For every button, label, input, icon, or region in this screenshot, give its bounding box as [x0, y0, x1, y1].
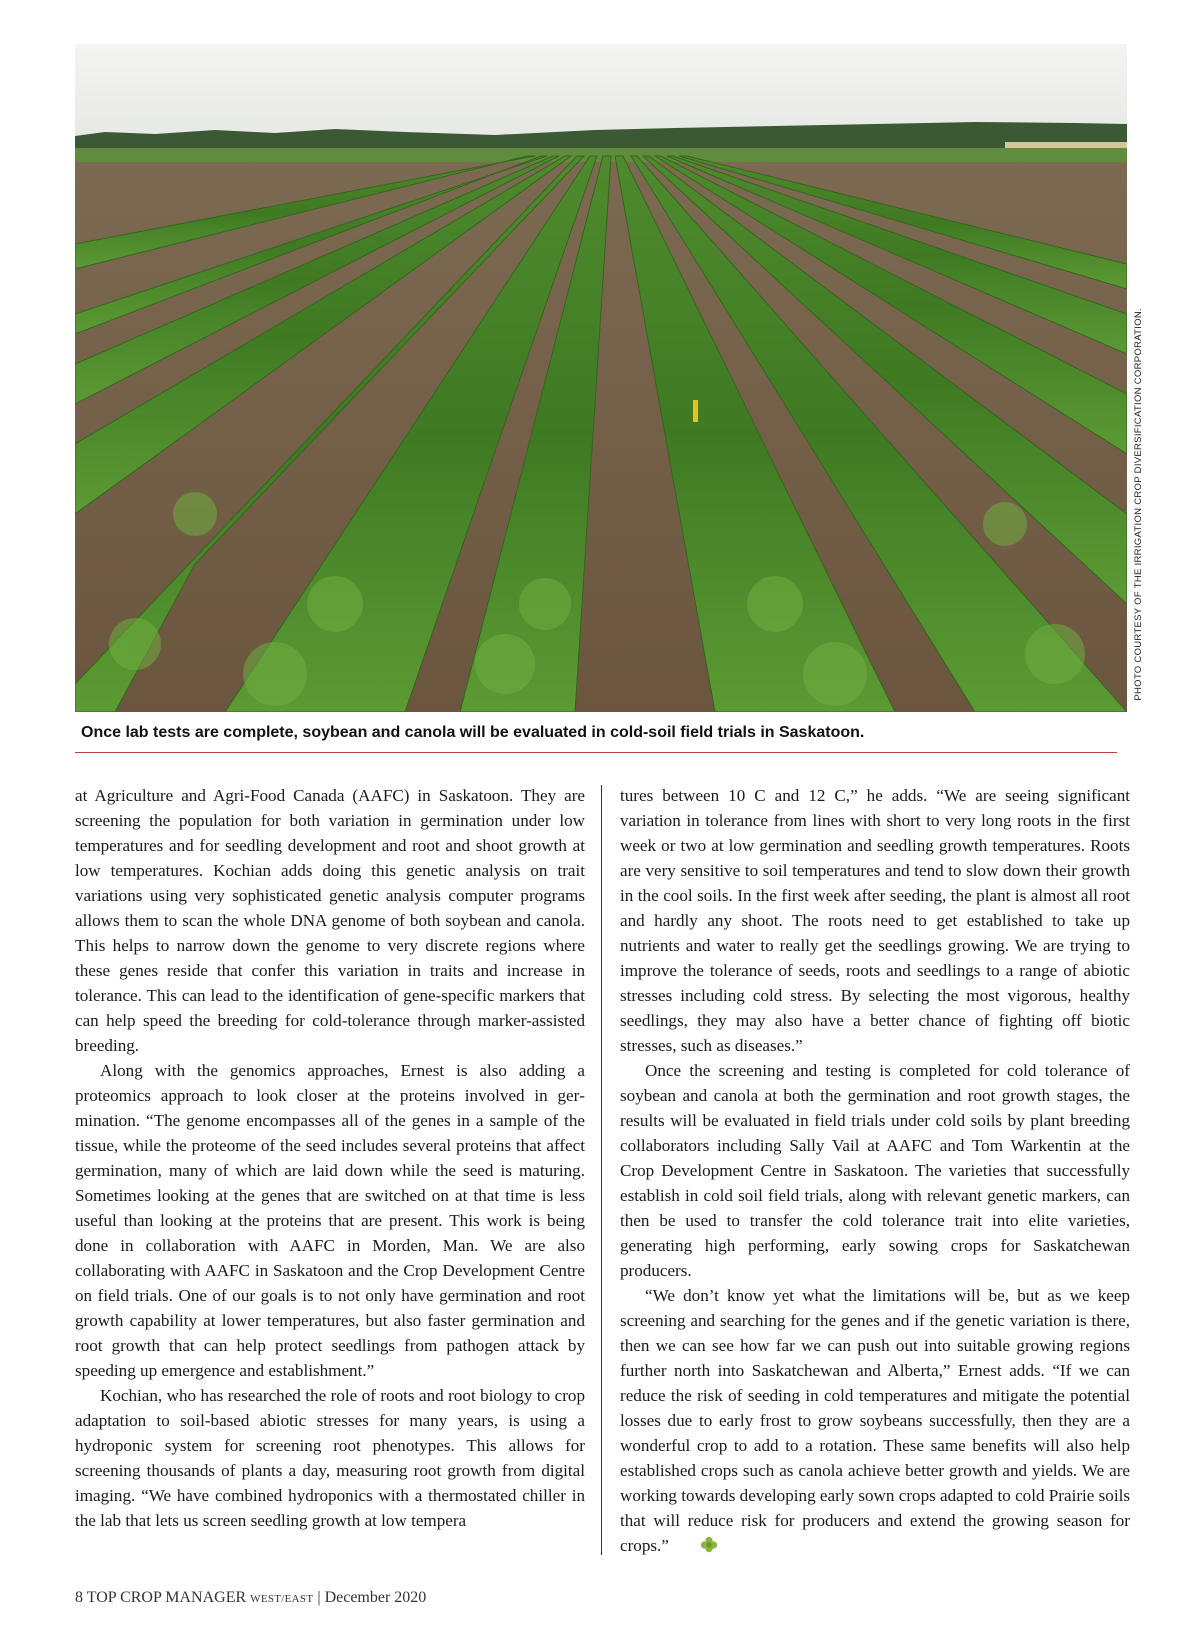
paragraph-text: “We don’t know yet what the limitations will be, but as we keep screening and searching for the genes and if the genetic variation is there, then we can see how far we can push out into suitable growing regions further north into Saskatchewan and Alberta,” Ernest adds. “If we can reduce the risk of seeding in cold temperatures and mitigate the potential losses due to early frost to grow soybeans successfully, then they are a wonderful crop to add to a rotation. These same benefits will also help established crops such as canola achieve better growth and yields. We are working towards developing early sown crops adapted to cold Prairie soils that will reduce risk for producers and extend the growing season for crops.”	[620, 1286, 1130, 1555]
article-left-column	[75, 783, 585, 1533]
footer-separator: |	[317, 1589, 321, 1606]
paragraph: at Agriculture and Agri-Food Canada (AAFC) in Saskatoon. They are screening the population for both variation in germination under low temperatures and for seedling development and root and shoot growth at low temperatures. Kochian adds doing this genetic analysis on trait variations using very sophisticated genetic analysis computer programs allows them to scan the whole DNA genome of both soybean and canola. This helps to narrow down the genome to very discrete regions where these genes reside that confer this variation in traits and increase in tolerance. This can lead to the identification of gene-specific markers that can help speed the breeding for cold-tolerance through marker-assisted breeding.	[75, 786, 585, 1055]
field-photo	[75, 44, 1127, 712]
paragraph: Once the screening and testing is completed for cold tolerance of soybean and canola at both the germination and root growth stages, the results will be evaluated in field trials under cold soils by plant breeding collaborators including Sally Vail at AAFC and Tom Warkentin at the Crop Development Centre in Saskatoon. The varieties that successfully establish in cold soil field trials, along with relevant genetic markers, can then be used to transfer the cold tolerance trait into elite varieties, generating high performing, early sowing crops for Saskatchewan producers.	[620, 1061, 1130, 1280]
magazine-edition: WEST/EAST	[250, 1593, 314, 1605]
field-marker-stake	[693, 400, 698, 422]
soybean-field-image	[75, 44, 1127, 712]
photo-caption: Once lab tests are complete, soybean and canola will be evaluated in cold-soil field trials in Saskatoon.	[81, 724, 865, 741]
issue-date: December 2020	[324, 1589, 427, 1606]
page-footer	[75, 1589, 426, 1607]
page-number: 8	[75, 1589, 83, 1606]
paragraph: tures between 10 C and 12 C,” he adds. “We are seeing significant variation in tolerance from lines with short to very long roots in the first week or two at low germination and seedling growth temperatures. Roots are very sensitive to soil temperatures and tend to slow down their growth in the cool soils. In the first week after seeding, the plant is almost all root and hardly any shoot. The roots need to get established to take up nutrients and water to really get the seedlings growing. We are trying to improve the tolerance of seeds, roots and seedlings to a range of abiotic stresses including cold stress. By selecting the most vigorous, healthy seedlings, they may also have a better chance of fighting off biotic stresses, such as diseases.”	[620, 786, 1130, 1055]
caption-divider	[75, 752, 1117, 753]
leaf-end-mark-icon	[675, 1536, 693, 1554]
paragraph	[620, 1283, 1130, 1558]
article-right-column	[620, 783, 1130, 1558]
column-divider	[601, 785, 602, 1555]
paragraph: Along with the genomics approaches, Ernest is also adding a proteomics approach to look closer at the proteins involved in germination. “The genome encompasses all of the genes in a sample of the tissue, while the proteome of the seed includes several proteins that affect germination, many of which are laid down while the seed is maturing. Sometimes looking at the genes that are switched on at that time is less useful than looking at the proteins that are present. This work is being done in collaboration with AAFC in Morden, Man. We are also collaborating with AAFC in Saskatoon and the Crop Development Centre on field trials. One of our goals is to not only have germination and root growth capability at lower temperatures, but also faster germination and root growth that can help protect seedlings from pathogen attack by speeding up emergence and establishment.”	[75, 1061, 585, 1380]
photo-credit: PHOTO COURTESY OF THE IRRIGATION CROP DIVERSIFICATION CORPORATION.	[1133, 308, 1144, 701]
paragraph: Kochian, who has researched the role of roots and root biology to crop adaptation to soil-based abiotic stresses for many years, is using a hydroponic system for screening root phenotypes. This allows for screening thousands of plants a day, measuring root growth from digital imaging. “We have combined hydroponics with a thermostated chiller in the lab that lets us screen seedling growth at low tempera	[75, 1386, 585, 1530]
magazine-title: TOP CROP MANAGER	[86, 1589, 247, 1606]
